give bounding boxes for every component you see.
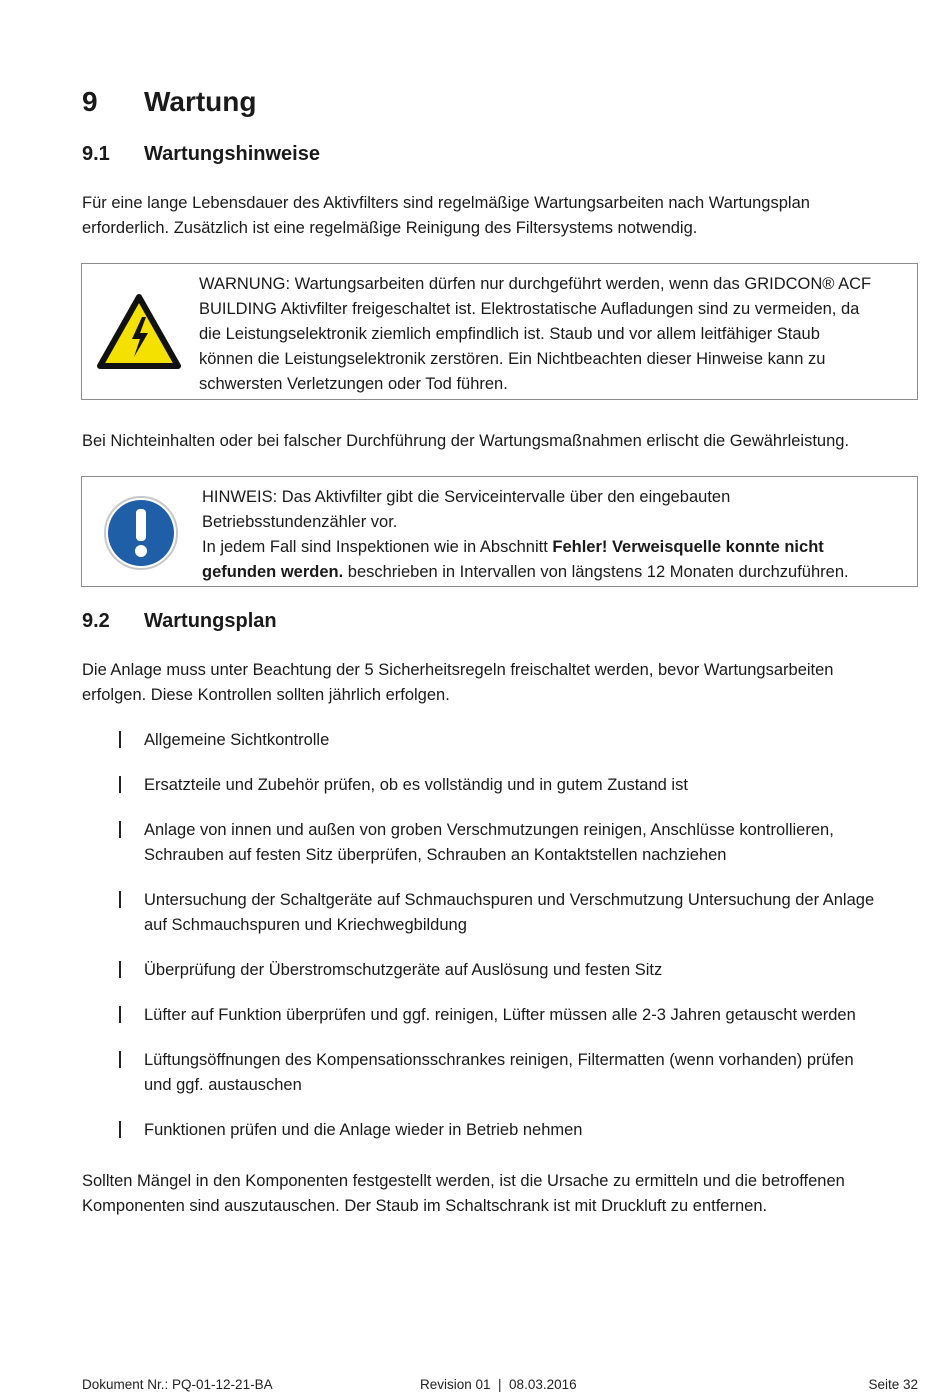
text-line [202, 535, 914, 560]
maintenance-checklist [82, 728, 918, 1163]
text-line: Betriebsstundenzähler vor. [202, 513, 398, 531]
text-line: Schrauben auf festen Sitz überprüfen, Schrauben an Kontaktstellen nachziehen [144, 846, 727, 864]
text-line: Komponenten sind auszutauschen. Der Staub im Schaltschrank ist mit Druckluft zu entfernen. [82, 1197, 768, 1215]
chapter-heading [82, 86, 257, 118]
text-line: Lüfter auf Funktion überprüfen und ggf. reinigen, Lüfter müssen alle 2-3 Jahren getauscht werden [144, 1006, 856, 1024]
text-line: die Leistungselektronik ziemlich empfindlich ist. Staub und vor allem leitfähiger Staub [199, 325, 820, 343]
list-item [82, 1003, 918, 1028]
text-line: Sollten Mängel in den Komponenten festgestellt werden, ist die Ursache zu ermitteln und die betroffenen [82, 1172, 845, 1190]
list-item [82, 1048, 918, 1098]
text-line: Die Anlage muss unter Beachtung der 5 Sicherheitsregeln freischaltet werden, bevor Wartungsarbeiten [82, 661, 834, 679]
section-heading-9-2 [82, 610, 277, 633]
text-line: HINWEIS: Das Aktivfilter gibt die Serviceintervalle über den eingebauten [202, 488, 731, 506]
text-line: auf Schmauchspuren und Kriechwegbildung [144, 916, 467, 934]
section-number: 9.2 [82, 610, 110, 632]
broken-reference: Fehler! Verweisquelle konnte nicht [552, 538, 824, 556]
text-line: können die Leistungselektronik zerstören. Ein Nichtbeachten dieser Hinweise kann zu [199, 350, 826, 368]
text-line: erfolgen. Diese Kontrollen sollten jährlich erfolgen. [82, 686, 450, 704]
text-line: und ggf. austauschen [144, 1076, 302, 1094]
list-item [82, 888, 918, 938]
broken-reference: gefunden werden. [202, 563, 344, 581]
text-line: Für eine lange Lebensdauer des Aktivfilters sind regelmäßige Wartungsarbeiten nach Wartungsplan [82, 194, 810, 212]
chapter-number: 9 [82, 86, 98, 117]
list-item [82, 728, 918, 753]
footer-revision: Revision 01 | 08.03.2016 [420, 1377, 577, 1392]
list-item [82, 1118, 918, 1143]
warning-text [199, 272, 914, 397]
text-span: beschrieben in Intervallen von längstens 12 Monaten durchzuführen. [343, 563, 849, 581]
warning-box [81, 263, 918, 400]
text-line: Überprüfung der Überstromschutzgeräte auf Auslösung und festen Sitz [144, 961, 663, 979]
section-number: 9.1 [82, 143, 110, 165]
text-line: WARNUNG: Wartungsarbeiten dürfen nur durchgeführt werden, wenn das GRIDCON® ACF [199, 275, 872, 293]
text-line: schwersten Verletzungen oder Tod führen. [199, 375, 508, 393]
text-line: erforderlich. Zusätzlich ist eine regelmäßige Reinigung des Filtersystems notwendig. [82, 219, 698, 237]
text-line: BUILDING Aktivfilter freigeschaltet ist. Elektrostatische Aufladungen sind zu vermeiden, da [199, 300, 860, 318]
text-line [202, 560, 914, 585]
text-line: Ersatzteile und Zubehör prüfen, ob es vollständig und in gutem Zustand ist [144, 776, 688, 794]
text-span: In jedem Fall sind Inspektionen wie in Abschnitt [202, 538, 553, 556]
chapter-title: Wartung [144, 86, 257, 117]
bullet-bar [119, 821, 121, 838]
notice-box [81, 476, 918, 587]
text-line: Lüftungsöffnungen des Kompensationsschrankes reinigen, Filtermatten (wenn vorhanden) prüfen [144, 1051, 854, 1069]
footer-page-number: Seite 32 [868, 1377, 918, 1392]
footer-document-number: Dokument Nr.: PQ-01-12-21-BA [82, 1377, 273, 1392]
bullet-bar [119, 776, 121, 793]
section-1-intro [82, 191, 912, 241]
list-item [82, 773, 918, 798]
bullet-bar [119, 1006, 121, 1023]
bullet-bar [119, 961, 121, 978]
section-title: Wartungsplan [144, 610, 277, 632]
notice-text [202, 485, 914, 585]
exclamation-mandatory-icon [103, 495, 179, 571]
text-line: Allgemeine Sichtkontrolle [144, 731, 330, 749]
section-2-closing [82, 1169, 922, 1219]
text-line: Anlage von innen und außen von groben Verschmutzungen reinigen, Anschlüsse kontrollieren, [144, 821, 834, 839]
text-line: Untersuchung der Schaltgeräte auf Schmauchspuren und Verschmutzung Untersuchung der Anlage [144, 891, 875, 909]
bullet-bar [119, 891, 121, 908]
warranty-note: Bei Nichteinhalten oder bei falscher Durchführung der Wartungsmaßnahmen erlischt die Gewährleistung. [82, 432, 850, 450]
section-heading-9-1 [82, 143, 320, 166]
bullet-bar [119, 1121, 121, 1138]
electrical-hazard-warning-icon [96, 293, 182, 371]
section-title: Wartungshinweise [144, 143, 320, 165]
section-2-intro [82, 658, 912, 708]
bullet-bar [119, 1051, 121, 1068]
list-item [82, 958, 918, 983]
text-line: Funktionen prüfen und die Anlage wieder in Betrieb nehmen [144, 1121, 583, 1139]
bullet-bar [119, 731, 121, 748]
list-item [82, 818, 918, 868]
